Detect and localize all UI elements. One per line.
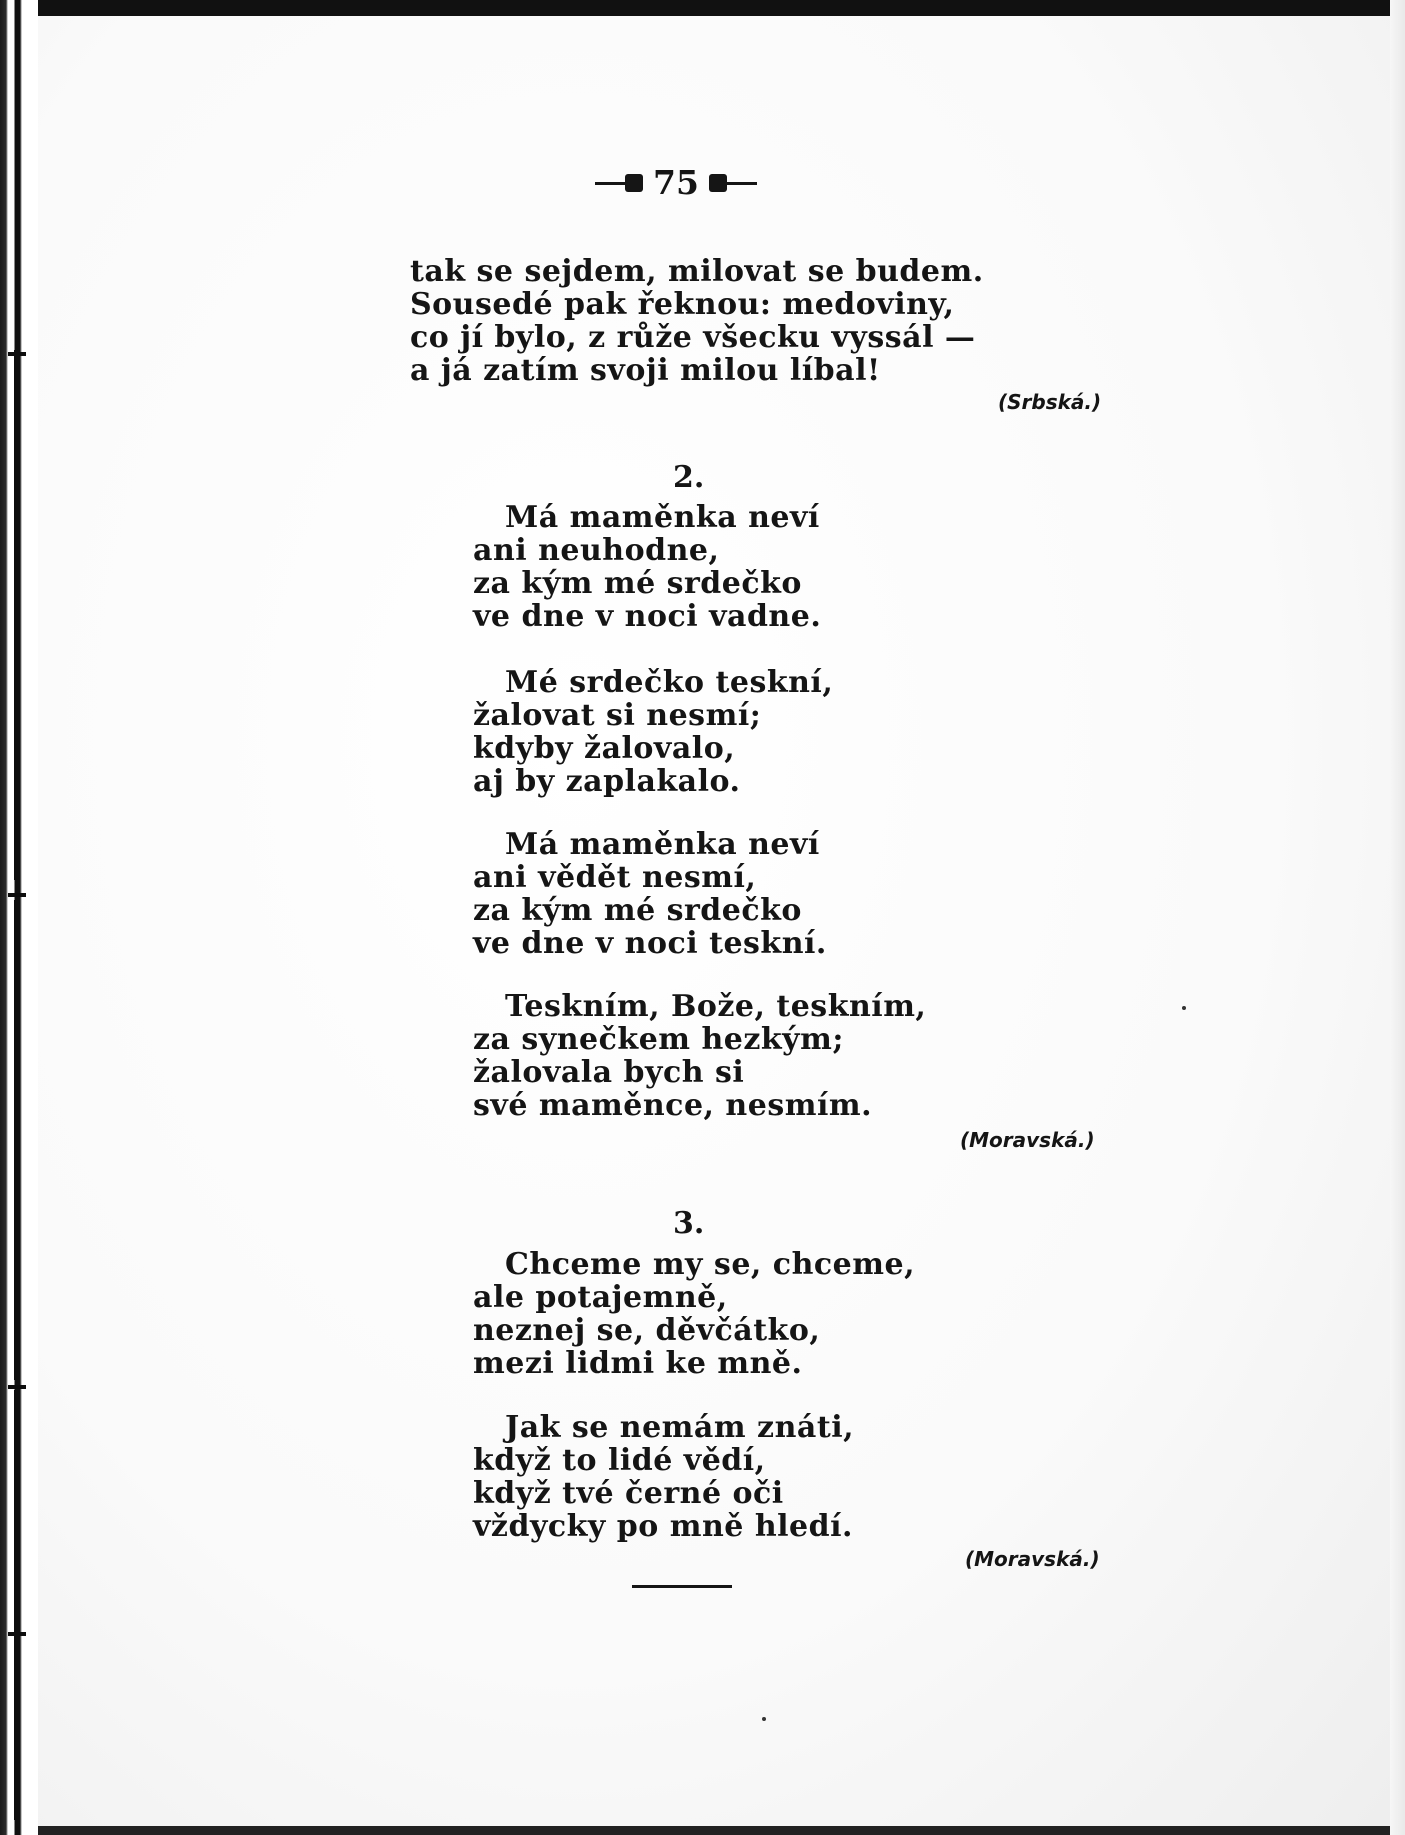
attribution: (Moravská.) xyxy=(965,1547,1100,1571)
poem-line: ani neuhodne, xyxy=(473,533,720,568)
scan-border-top xyxy=(0,0,1405,16)
poem-line: ve dne v noci teskní. xyxy=(473,926,827,961)
poem-line: Chceme my se, chceme, xyxy=(505,1247,916,1282)
poem-line: mezi lidmi ke mně. xyxy=(473,1346,803,1381)
poem-line: tak se sejdem, milovat se budem. xyxy=(410,254,984,289)
binding-tick xyxy=(8,1385,26,1389)
stanza xyxy=(473,828,827,960)
page-number xyxy=(595,163,795,202)
poem-line: Teskním, Bože, teskním, xyxy=(505,989,927,1024)
poem-line: co jí bylo, z růže všecku vyssál — xyxy=(410,320,976,355)
top-stanza xyxy=(410,255,984,387)
binding-rule xyxy=(14,1390,20,1820)
poem-line: Jak se nemám znáti, xyxy=(505,1410,855,1445)
poem-line: ve dne v noci vadne. xyxy=(473,599,822,634)
poem-line: neznej se, děvčátko, xyxy=(473,1313,821,1348)
stanza xyxy=(473,990,926,1122)
binding-tick xyxy=(8,1632,26,1636)
poem-line: za kým mé srdečko xyxy=(473,893,802,928)
stanza xyxy=(473,666,833,798)
attribution: (Moravská.) xyxy=(960,1128,1095,1152)
attribution: (Srbská.) xyxy=(998,390,1102,414)
poem-number: 2. xyxy=(673,460,705,495)
stanza xyxy=(473,501,821,633)
poem-line: za synečkem hezkým; xyxy=(473,1022,844,1057)
poem-line: žalovat si nesmí; xyxy=(473,698,762,733)
poem-line: kdyby žalovalo, xyxy=(473,731,736,766)
ornament-left-icon xyxy=(595,178,643,188)
poem-line: za kým mé srdečko xyxy=(473,566,802,601)
poem-line: Má maměnka neví xyxy=(505,827,820,862)
poem-line: své maměnce, nesmím. xyxy=(473,1088,873,1123)
stanza xyxy=(473,1411,854,1543)
binding-rule xyxy=(14,900,20,1380)
scan-border-right xyxy=(1390,0,1405,1835)
binding-tick xyxy=(8,893,26,897)
ornament-right-icon xyxy=(709,178,757,188)
speck xyxy=(762,1717,766,1721)
poem-line: Sousedé pak řeknou: medoviny, xyxy=(410,287,955,322)
binding-rule xyxy=(14,350,20,880)
poem-line: když tvé černé oči xyxy=(473,1476,784,1511)
poem-line: vždycky po mně hledí. xyxy=(473,1509,853,1544)
poem-line: ale potajemně, xyxy=(473,1280,728,1315)
stanza xyxy=(473,1248,915,1380)
poem-line: Má maměnka neví xyxy=(505,500,820,535)
poem-line: žalovala bych si xyxy=(473,1055,745,1090)
end-rule-divider xyxy=(632,1585,732,1588)
poem-line: aj by zaplakalo. xyxy=(473,764,741,799)
page-number-text: 75 xyxy=(653,163,699,202)
scan-border-bottom xyxy=(0,1826,1405,1835)
poem-line: když to lidé vědí, xyxy=(473,1443,766,1478)
poem-line: ani vědět nesmí, xyxy=(473,860,757,895)
poem-line: Mé srdečko teskní, xyxy=(505,665,834,700)
speck xyxy=(1182,1006,1186,1010)
poem-line: a já zatím svoji milou líbal! xyxy=(410,353,881,388)
binding-tick xyxy=(8,352,26,356)
poem-number: 3. xyxy=(673,1206,705,1241)
